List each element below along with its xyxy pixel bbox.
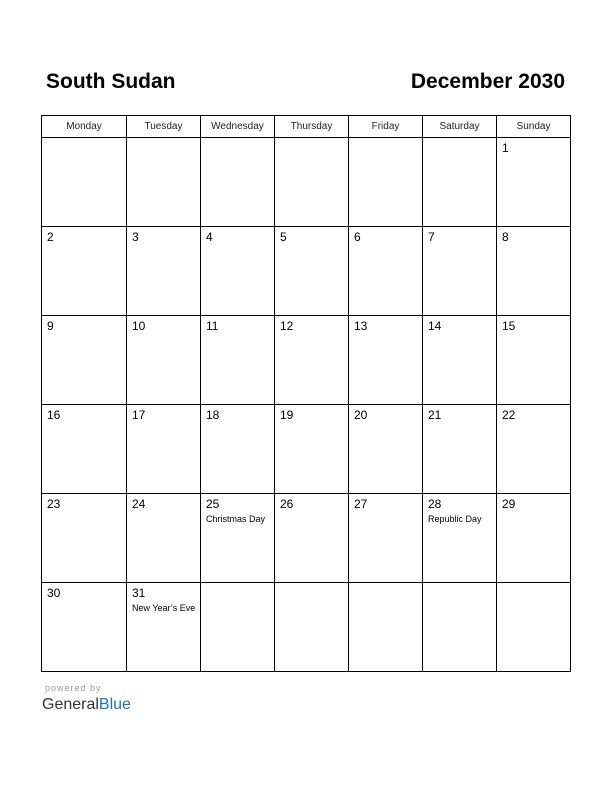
holiday-label [42,601,126,602]
day-cell [201,138,275,227]
day-number: 22 [502,408,516,422]
day-number: 16 [47,408,61,422]
holiday-label [42,334,126,335]
holiday-label [497,245,570,246]
day-cell [423,316,497,405]
day-cell [423,583,497,672]
day-number: 10 [132,319,146,333]
day-cell [127,138,201,227]
holiday-label [497,586,570,587]
day-cell [275,227,349,316]
day-number: 12 [280,319,294,333]
day-cell [42,583,127,672]
powered-by-label: powered by [45,683,102,693]
holiday-label: New Year’s Eve [132,603,196,613]
day-number: 20 [354,408,368,422]
day-cell [127,494,201,583]
day-number: 26 [280,497,294,511]
holiday-label [497,334,570,335]
holiday-label [275,245,348,246]
holiday-label [349,334,422,335]
week-row [42,138,571,227]
day-number: 5 [280,230,287,244]
weekday-monday: Monday [42,116,127,138]
holiday-label [42,512,126,513]
day-cell [349,227,423,316]
footer-branding [42,683,131,715]
holiday-label [497,512,570,513]
day-number: 11 [206,319,219,333]
day-cell [497,405,571,494]
holiday-label [423,586,496,587]
day-cell [349,138,423,227]
day-number: 15 [502,319,516,333]
day-cell [275,494,349,583]
day-cell [275,138,349,227]
calendar-header [41,70,571,100]
holiday-label [423,423,496,424]
day-cell [201,405,275,494]
day-cell [497,227,571,316]
day-cell [127,583,201,672]
holiday-label [275,334,348,335]
holiday-label [349,245,422,246]
day-cell [423,494,497,583]
day-number: 8 [502,230,509,244]
day-number: 30 [47,586,61,600]
holiday-label [349,586,422,587]
day-cell [423,138,497,227]
holiday-label [42,245,126,246]
day-cell [423,405,497,494]
day-number: 3 [132,230,139,244]
holiday-label [349,512,422,513]
holiday-label [42,141,126,142]
holiday-label [497,156,570,157]
day-number: 27 [354,497,368,511]
day-cell [349,316,423,405]
day-cell [349,583,423,672]
holiday-label [127,245,200,246]
day-cell [42,227,127,316]
day-number: 1 [502,141,509,155]
weekday-saturday: Saturday [423,116,497,138]
holiday-label [423,141,496,142]
day-cell [42,405,127,494]
holiday-label [275,586,348,587]
day-cell [275,583,349,672]
holiday-label: Christmas Day [206,514,266,524]
day-number: 2 [47,230,54,244]
week-row [42,494,571,583]
day-cell [497,583,571,672]
day-cell [275,316,349,405]
holiday-label [42,423,126,424]
day-cell [497,494,571,583]
day-number: 29 [502,497,516,511]
holiday-label [201,334,274,335]
day-number: 18 [206,408,220,422]
holiday-label [423,334,496,335]
holiday-label [349,423,422,424]
weekday-header-row [42,116,571,138]
holiday-label [127,334,200,335]
brand-blue-text: Blue [98,696,131,713]
day-number: 28 [428,497,442,511]
week-row [42,583,571,672]
holiday-label [127,512,200,513]
day-cell [127,405,201,494]
holiday-label [201,586,274,587]
holiday-label [127,423,200,424]
holiday-label: Republic Day [428,514,482,524]
holiday-label [275,423,348,424]
day-cell [127,227,201,316]
day-number: 9 [47,319,54,333]
holiday-label [497,423,570,424]
holiday-label [423,245,496,246]
day-cell [42,316,127,405]
holiday-label [201,141,274,142]
holiday-label [349,141,422,142]
day-cell [201,583,275,672]
day-number: 24 [132,497,146,511]
month-title: December 2030 [410,70,565,93]
week-row [42,405,571,494]
week-row [42,316,571,405]
day-number: 21 [428,408,442,422]
day-cell [275,405,349,494]
day-number: 19 [280,408,294,422]
week-row [42,227,571,316]
day-cell [127,316,201,405]
weekday-tuesday: Tuesday [127,116,201,138]
day-number: 17 [132,408,146,422]
holiday-label [201,245,274,246]
holiday-label [201,423,274,424]
weekday-sunday: Sunday [497,116,571,138]
day-cell [423,227,497,316]
weekday-thursday: Thursday [275,116,349,138]
day-number: 31 [132,586,146,600]
day-cell [42,494,127,583]
day-number: 14 [428,319,442,333]
day-cell [497,138,571,227]
day-cell [201,316,275,405]
day-cell [42,138,127,227]
day-cell [497,316,571,405]
weekday-wednesday: Wednesday [201,116,275,138]
day-cell [201,227,275,316]
country-title: South Sudan [46,70,176,93]
day-cell [349,494,423,583]
day-number: 6 [354,230,361,244]
day-number: 25 [206,497,220,511]
day-number: 13 [354,319,368,333]
brand-general-text: General [42,696,99,713]
holiday-label [275,141,348,142]
day-cell [201,494,275,583]
brand-logo[interactable] [42,695,131,715]
day-number: 4 [206,230,213,244]
holiday-label [127,141,200,142]
day-cell [349,405,423,494]
calendar-grid [41,115,571,672]
day-number: 7 [428,230,435,244]
holiday-label [275,512,348,513]
weekday-friday: Friday [349,116,423,138]
day-number: 23 [47,497,61,511]
